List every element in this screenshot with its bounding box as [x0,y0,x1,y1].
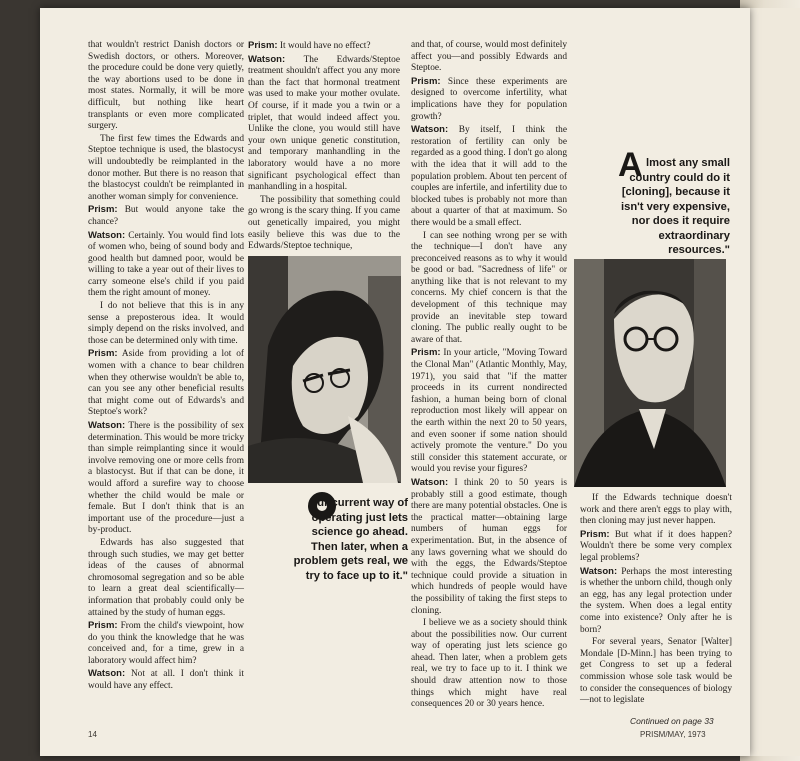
paragraph: and that, of course, would most definitely affect you—and possibly Edwards and Steptoe. [411,40,567,74]
qa-entry [248,54,400,194]
speaker-label: Watson: [88,668,126,680]
qa-entry [411,124,567,229]
paragraph: The first few times the Edwards and Steptoe technique is used, the blastocyst will undoubtedly be reimplanted in the donor mother. But there is no reason that the blastocyst couldn't be reimplanted in another woman simply for convenience. [88,133,244,202]
qa-entry [580,566,732,637]
qa-text: But what if it does happen? Wouldn't there be some very complex legal problems? [580,529,732,563]
speaker-label: Watson: [411,124,449,136]
speaker-label: Prism: [411,75,441,87]
qa-text: Not at all. I don't think it would have any effect. [88,669,244,692]
speaker-label: Prism: [88,348,118,360]
speaker-label: Watson: [580,565,618,577]
text-column-4 [580,493,732,708]
qa-text: There is the possibility of sex determination. This would be more tricky than simple reimplanting since it would involve removing one or more cells from a blastocyst. But if that can be done, it would afford a surefire way to choose whether the child would be male or female. But I don't think that is an important use of the procedure—just a by-product. [88,421,245,536]
paragraph: I believe we as a society should think about the possibilities now. Our current way of operating just lets science go ahead. Then later, when a problem gets real, we try to face up to it. I think we should draw attention now to those things which might have real consequences 20 or 30 years hence. [411,618,567,710]
speaker-label: Watson: [88,229,126,241]
speaker-label: Watson: [248,53,286,65]
qa-entry [248,40,400,53]
qa-entry [580,529,732,565]
continued-note: Continued on page 33 [630,716,714,726]
speaker-label: Prism: [88,620,118,632]
paragraph: Edwards has also suggested that through such studies, we may get better ideas of the causes of abnormal chromosomal segregation and so be able to learn a great deal scientifically—information that probably could only be attained by the study of human eggs. [88,537,244,618]
halftone-portrait-image [248,256,401,483]
qa-entry [88,204,244,228]
qa-entry [88,348,244,419]
paragraph: I can see nothing wrong per se with the technique—I don't have any preconceived reasons as to why it would be good or bad. "Sacredness of life" or anything like that is not relevant to my concerns. My chief concern is that the development of this technique may provide an inevitable step toward cloning. The public really ought to be aware of that. [411,230,567,345]
page-number: 14 [88,730,97,739]
qa-text: I think 20 to 50 years is probably still a good estimate, though there are many potential obstacles. One is the practical matter—obtaining large numbers of human eggs for experimentation. But, in the absence of any laws governing what we should do with the eggs, the Edwards/Steptoe technique could provide a situation in which hundreds of people would have the possibility of taking the first steps to cloning. [411,477,567,616]
qa-text: It would have no effect? [279,41,371,51]
qa-text: But would anyone take the chance? [88,205,244,227]
qa-text: Certainly. You would find lots of women who, being of sound body and good health but damned poor, would be willing to take a year out of their lives to carry someone else's child if you paid them the right amount of money. [88,230,245,299]
pull-quote-2: lmost any small country could do it [cloning], because it isn't very expensive, nor does it require extraordinary resources." [620,157,730,256]
speaker-label: Prism: [580,528,610,540]
text-column-3 [411,40,567,712]
qa-text: Aside from providing a lot of women with a chance to bear children when they otherwise wouldn't be able to, can you see any other beneficial results that might come out of Edwards's and Steptoe's work? [88,349,244,418]
text-column-1 [88,40,244,694]
paragraph: For several years, Senator [Walter] Mondale [D-Minn.] has been trying to get Congress to set up a federal commission whose sole task would be to consider the consequences of biology—not to legislate [580,637,732,706]
portrait-photo-right [574,259,726,487]
speaker-label: Watson: [411,476,449,488]
qa-entry [88,420,244,537]
paragraph: I do not believe that this is in any sense a preposterous idea. It would simply depend on the risks involved, and those can be determined only with time. [88,301,244,346]
speaker-label: Watson: [88,420,126,431]
qa-entry [411,76,567,123]
facing-page-edge [745,8,800,756]
qa-entry [411,477,567,617]
drop-cap-a: A [618,146,643,184]
qa-text: Since these experiments are designed to overcome infertility, what implications have they for population growth? [411,76,567,122]
qa-entry [88,668,244,692]
qa-text: Perhaps the most interesting is whether the unborn child, though only an egg, has any legal protection under the system. When does a legal entity come into existence? Only after he is born? [580,566,732,635]
paragraph: that wouldn't restrict Danish doctors or Swedish doctors, or others. Moreover, the procedure could be done very quietly, the way abortions used to be done in most states. Normally, it will be more difficult, but nothing like heart transplants or even more complicated surgery. [88,40,244,132]
qa-text: By itself, I think the restoration of fertility can only be regarded as a good thing. I don't go along with the idea that it will add to the population problem. About ten percent of couples are infertile, and infertility due to blocked tubes is probably not more than about a quarter of that at maximum. So there would be a small effect. [411,125,567,228]
text-column-2 [248,40,400,254]
paragraph: If the Edwards technique doesn't work and there aren't eggs to play with, then cloning may just never happen. [580,493,732,527]
speaker-label: Prism: [411,347,441,359]
qa-text: The Edwards/Steptoe treatment shouldn't affect you any more than the fact that hormonal treatment was used to make your mother ovulate. Of course, if it made you a twin or a triplet, that would indeed affect you. Unlike the clone, you would still have your own unique genetic constitution, and temporary manhandling in the laboratory would have a no more significant psychological effect than manhandling in a hospital. [248,54,400,193]
speaker-label: Prism: [248,40,278,51]
qa-text: In your article, "Moving Toward the Clonal Man" (Atlantic Monthly, May, 1971), you said that "if the matter proceeds in its current nondirected fashion, a human being born of clonal reproduction most likely will appear on the earth within the next 20 to 50 years, and even sooner if some nation should actively promote the venture." Do you still consider this statement accurate, or would you revise your figures? [411,348,567,475]
halftone-portrait-image [574,259,726,487]
portrait-photo-left [248,256,401,483]
paragraph: The possibility that something could go wrong is the scary thing. If you came out genetically impaired, you might easily believe this was due to the Edwards/Steptoe technique, [248,194,400,252]
publication-folio: PRISM/MAY, 1973 [640,730,706,739]
speaker-label: Prism: [88,204,118,216]
qa-entry [411,347,567,476]
qa-entry [88,230,244,301]
pull-quote-1: ur current way of operating just lets science go ahead. Then later, when a problem gets real, we try to face up to it." [293,497,408,582]
qa-text: From the child's viewpoint, how do you think the knowledge that he was conceived and, for a time, grew in a laboratory would affect him? [88,621,244,666]
qa-entry [88,620,244,667]
